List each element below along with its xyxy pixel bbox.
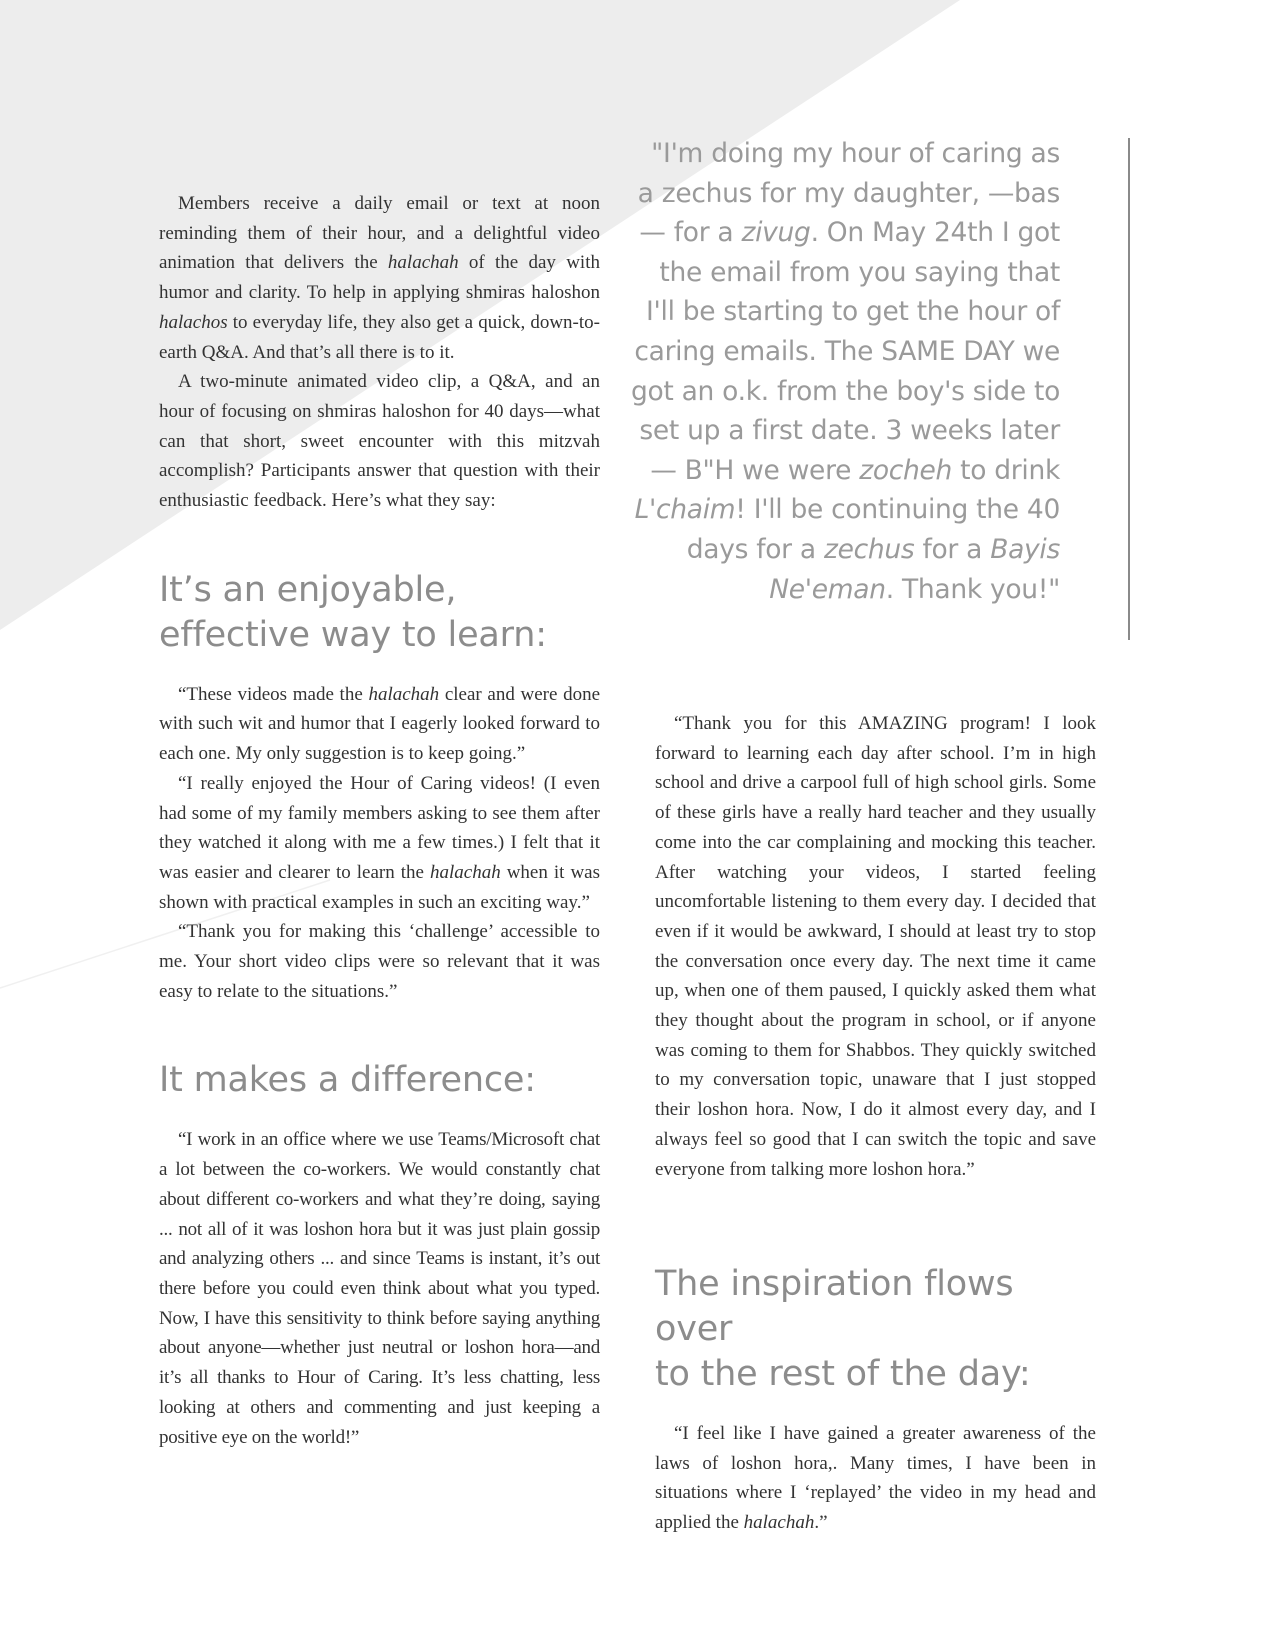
pull-quote-rule bbox=[1128, 138, 1130, 640]
text-run: for a bbox=[914, 533, 991, 565]
pull-quote bbox=[630, 134, 1060, 609]
left-column bbox=[159, 189, 600, 1452]
testimonial-greater-awareness bbox=[655, 1419, 1096, 1538]
text-run: of the day with humor and clarity. To help in applying shmiras haloshon bbox=[159, 252, 600, 304]
text-run: to drink bbox=[952, 454, 1060, 486]
text-run: Members receive a daily email or text at noon reminding them of their hour, and a delightful video animation that delivers the bbox=[159, 193, 600, 274]
italic-term: zechus bbox=[823, 533, 915, 565]
text-run: "I'm doing my hour of caring as a zechus for my daughter, —bas — for a bbox=[637, 138, 1060, 249]
right-column-lower bbox=[655, 1262, 1096, 1538]
italic-term: halachah bbox=[387, 252, 459, 274]
section-heading-inspiration bbox=[655, 1262, 1096, 1397]
heading-line: The inspiration flows over bbox=[655, 1264, 1014, 1349]
italic-term: halachah bbox=[368, 683, 440, 705]
italic-term: zocheh bbox=[859, 454, 953, 486]
text-run: “These videos made the bbox=[178, 683, 369, 705]
testimonial-amazing-program: “Thank you for this AMAZING program! I look forward to learning each day after school. I’m in high school and drive a carpool full of high school girls. Some of these girls have a really hard teacher and they usually come into the car complaining and mocking this teacher. After watching your videos, I started feeling uncomfortable listening to them every day. I decided that even if it would be awkward, I should at least try to stop the conversation once every day. The next time it came up, when one of them paused, I quickly asked them what they thought about the program in school, or if anyone was coming to them for Shabbos. They quickly switched to my conversation topic, unaware that I just stopped their loshon hora. Now, I do it almost every day, and I always feel so good that I can switch the topic and save everyone from talking more loshon hora.” bbox=[655, 713, 1096, 1180]
text-run: “I really enjoyed the Hour of Caring videos! (I even had some of my family members asking to see them after they watched it along with me a few times.) I felt that it was easier and clearer to learn the bbox=[159, 772, 600, 883]
italic-term: halachah bbox=[743, 1512, 815, 1534]
section-heading-enjoyable bbox=[159, 568, 600, 658]
text-run: ! I'll be continuing the 40 days for a bbox=[686, 494, 1060, 565]
text-run: . Thank you!" bbox=[885, 573, 1060, 605]
italic-term: zivug bbox=[741, 217, 811, 249]
italic-term: halachos bbox=[159, 311, 228, 333]
text-run: to everyday life, they also get a quick, down-to-earth Q&A. And that’s all there is to it. bbox=[159, 311, 600, 363]
testimonial-challenge-accessible: “Thank you for making this ‘challenge’ accessible to me. Your short video clips were so relevant that it was easy to relate to the situations.” bbox=[159, 921, 600, 1002]
italic-term: Bayis Ne'eman bbox=[769, 533, 1060, 605]
italic-term: halachah bbox=[429, 861, 501, 883]
testimonial-really-enjoyed bbox=[159, 769, 600, 918]
text-run: . On May 24th I got the email from you saying that I'll be starting to get the hour of caring emails. The SAME DAY we got an o.k. from the boy's side to set up a first date. 3 weeks later — B"H we were bbox=[630, 217, 1060, 486]
intro-paragraph-1 bbox=[159, 189, 600, 367]
intro-paragraph-2: A two-minute animated video clip, a Q&A, and an hour of focusing on shmiras haloshon for 40 days—what can that short, sweet encounter with this mitzvah accomplish? Participants answer that question with their enthusiastic feedback. Here’s what they say: bbox=[159, 371, 600, 512]
text-run: “I feel like I have gained a greater awareness of the laws of loshon hora,. Many times, I have been in situations where I ‘replayed’ the video in my head and applied the bbox=[655, 1423, 1096, 1534]
heading-line: effective way to learn: bbox=[159, 614, 547, 655]
heading-line: It’s an enjoyable, bbox=[159, 569, 457, 610]
text-run: when it was shown with practical examples in such an exciting way.” bbox=[159, 861, 600, 913]
section-heading-difference: It makes a difference: bbox=[159, 1060, 536, 1101]
right-column-body bbox=[655, 709, 1096, 1184]
text-run: .” bbox=[814, 1512, 828, 1534]
heading-line: to the rest of the day: bbox=[655, 1354, 1031, 1394]
text-run: clear and were done with such wit and humor that I eagerly looked forward to each one. My only suggestion is to keep going.” bbox=[159, 683, 601, 765]
testimonial-videos-clear bbox=[159, 680, 600, 769]
testimonial-teams-office: “I work in an office where we use Teams/Microsoft chat a lot between the co-workers. We would constantly chat about different co-workers and what they’re doing, saying ... not all of it was loshon hora but it was just plain gossip and analyzing others ... and since Teams is instant, it’s out there before you could even think about what you typed. Now, I have this sensitivity to think before saying anything about anyone—whether just neutral or loshon hora—and it’s all thanks to Hour of Caring. It’s less chatting, less looking at others and commenting and just keeping a positive eye on the world!” bbox=[159, 1129, 600, 1448]
italic-term: L'chaim bbox=[634, 494, 736, 526]
